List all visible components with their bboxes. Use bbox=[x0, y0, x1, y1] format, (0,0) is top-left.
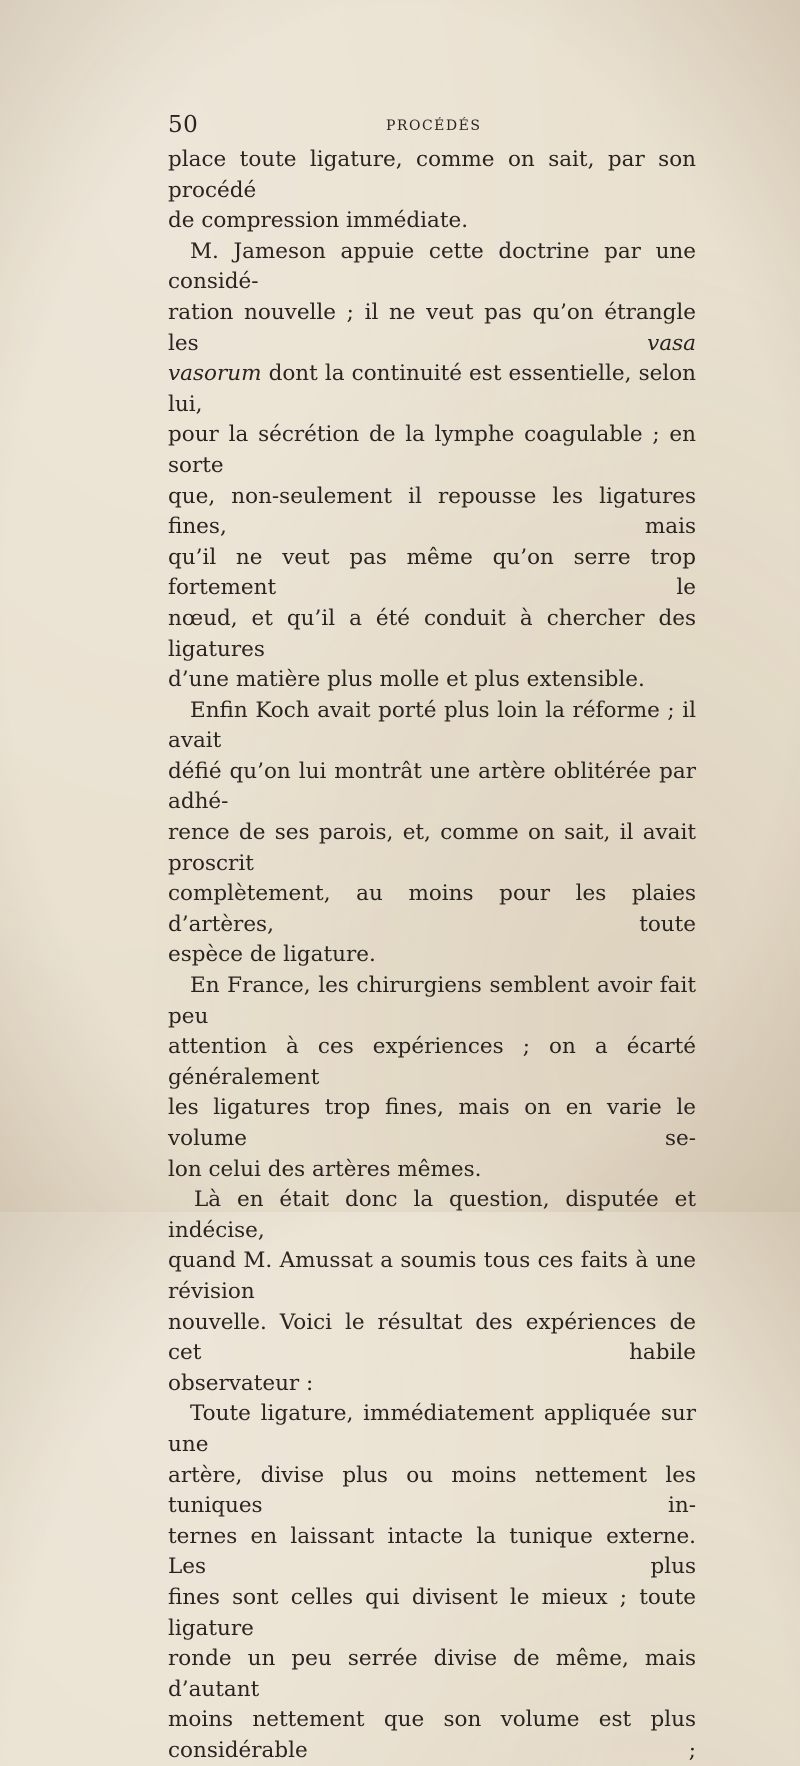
running-title: PROCÉDÉS bbox=[386, 118, 482, 134]
text-line bbox=[168, 298, 696, 359]
italic-term: vasorum bbox=[168, 361, 262, 387]
paragraph-4 bbox=[168, 971, 696, 1185]
text-line: En France, les chirurgiens semblent avoir fait peu bbox=[168, 973, 696, 1029]
text-segment: dont la continuité est essentielle, selon lui, bbox=[168, 361, 696, 417]
running-head bbox=[168, 112, 696, 142]
text-line: attention à ces expériences ; on a écarté généralement bbox=[168, 1034, 696, 1090]
text-line: que, non-seulement il repousse les ligatures fines, mais bbox=[168, 483, 696, 540]
text-line: fines sont celles qui divisent le mieux ; toute ligature bbox=[168, 1584, 696, 1641]
text-line: nouvelle. Voici le résultat des expériences de cet habile bbox=[168, 1309, 696, 1366]
text-line: M. Jameson appuie cette doctrine par une considé- bbox=[168, 238, 696, 295]
text-line: Enfin Koch avait porté plus loin la réforme ; il avait bbox=[168, 697, 696, 754]
text-line: observateur : bbox=[168, 1370, 314, 1396]
text-line: Là en était donc la question, disputée et indécise, bbox=[168, 1187, 696, 1243]
paragraph-1 bbox=[168, 145, 696, 237]
text-line: pour la sécrétion de la lymphe coagulable ; en sorte bbox=[168, 422, 696, 478]
text-line bbox=[168, 359, 696, 420]
text-line: nœud, et qu’il a été conduit à chercher des ligatures bbox=[168, 605, 696, 662]
page-number: 50 bbox=[168, 112, 199, 138]
text-line: les ligatures trop fines, mais on en varie le volume se- bbox=[168, 1095, 696, 1151]
text-line: espèce de ligature. bbox=[168, 942, 376, 968]
text-line: Toute ligature, immédiatement appliquée sur une bbox=[168, 1401, 696, 1457]
body-text bbox=[168, 145, 696, 1766]
text-line: qu’il ne veut pas même qu’on serre trop fortement le bbox=[168, 544, 696, 601]
text-line: d’une matière plus molle et plus extensible. bbox=[168, 667, 645, 693]
text-line: complètement, au moins pour les plaies d’artères, toute bbox=[168, 881, 696, 937]
text-line: défié qu’on lui montrât une artère oblitérée par adhé- bbox=[168, 758, 696, 815]
paragraph-3 bbox=[168, 696, 696, 971]
paragraph-6 bbox=[168, 1399, 696, 1766]
paragraph-2 bbox=[168, 237, 696, 696]
text-line: place toute ligature, comme on sait, par son procédé bbox=[168, 147, 696, 203]
text-line: de compression immédiate. bbox=[168, 208, 469, 234]
text-line: ternes en laissant intacte la tunique externe. Les plus bbox=[168, 1523, 696, 1580]
text-line: rence de ses parois, et, comme on sait, il avait proscrit bbox=[168, 820, 696, 876]
text-line: quand M. Amussat a soumis tous ces faits à une révision bbox=[168, 1248, 696, 1304]
text-line: artère, divise plus ou moins nettement les tuniques in- bbox=[168, 1462, 696, 1519]
text-segment: ration nouvelle ; il ne veut pas qu’on étrangle les bbox=[168, 299, 696, 356]
italic-term: vasa bbox=[647, 330, 696, 356]
text-line: lon celui des artères mêmes. bbox=[168, 1156, 482, 1182]
text-line: moins nettement que son volume est plus considérable ; bbox=[168, 1707, 696, 1763]
text-line: ronde un peu serrée divise de même, mais d’autant bbox=[168, 1646, 696, 1702]
paragraph-5 bbox=[168, 1185, 696, 1399]
